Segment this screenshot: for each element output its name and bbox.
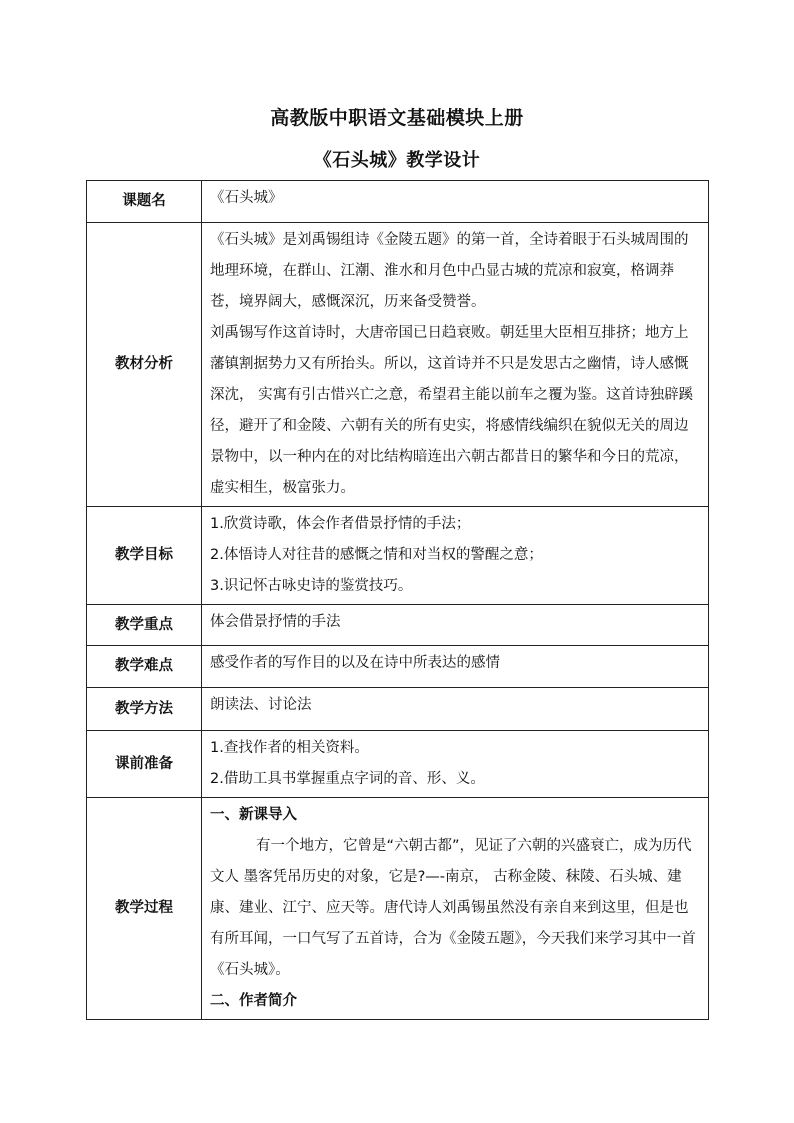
table-row-methods (87, 688, 709, 731)
focus-text: 体会借景抒情的手法 (210, 614, 341, 630)
row-content-difficulty (202, 646, 709, 688)
row-content-process (202, 798, 709, 1020)
table-row-focus (87, 605, 709, 646)
table-row-goals (87, 507, 709, 605)
row-label-topic: 课题名 (87, 181, 202, 223)
analysis-paragraph-1: 《石头城》是刘禹锡组诗《金陵五题》的第一首，全诗着眼于石头城周围的地理环境，在群山、江潮、淮水和月色中凸显古城的荒凉和寂寞，格调莽苍，境界阔大，感慨深沉，历来备受赞誉。 (210, 232, 689, 310)
topic-text: 《石头城》 (210, 190, 283, 206)
preparation-item-1: 1.查找作者的相关资料。 (210, 740, 369, 756)
row-content-topic (202, 181, 709, 223)
methods-text: 朗读法、讨论法 (210, 697, 312, 713)
row-label-goals: 教学目标 (87, 507, 202, 605)
row-label-difficulty: 教学难点 (87, 646, 202, 688)
row-content-goals (202, 507, 709, 605)
row-label-analysis: 教材分析 (87, 223, 202, 507)
row-label-methods: 教学方法 (87, 688, 202, 731)
goal-item-2: 2.体悟诗人对往昔的感慨之情和对当权的警醒之意； (210, 547, 543, 563)
row-content-preparation (202, 731, 709, 798)
preparation-item-2: 2.借助工具书掌握重点字词的音、形、义。 (210, 771, 485, 787)
goal-item-1: 1.欣赏诗歌，体会作者借景抒情的手法； (210, 516, 471, 532)
row-content-analysis (202, 223, 709, 507)
process-section-heading-1: 一、新课导入 (210, 807, 297, 823)
difficulty-text: 感受作者的写作目的以及在诗中所表达的感情 (210, 655, 500, 671)
document-subtitle: 《石头城》教学设计 (313, 150, 481, 171)
row-label-process: 教学过程 (87, 798, 202, 1020)
lesson-plan-table (86, 180, 709, 1020)
table-row-preparation (87, 731, 709, 798)
row-label-preparation: 课前准备 (87, 731, 202, 798)
row-label-focus: 教学重点 (87, 605, 202, 646)
goal-item-3: 3.识记怀古咏史诗的鉴赏技巧。 (210, 578, 413, 594)
document-title: 高教版中职语文基础模块上册 (270, 107, 524, 129)
table-row-analysis (87, 223, 709, 507)
table-row-process (87, 798, 709, 1020)
row-content-methods (202, 688, 709, 731)
analysis-paragraph-2: 刘禹锡写作这首诗时，大唐帝国已日趋衰败。朝廷里大臣相互排挤；地方上藩镇割据势力又有所抬头。所以，这首诗并不只是发思古之幽情，诗人感慨深沈， 实寓有引古惜兴亡之意，希望君主能以前车之覆为鉴。这首诗独辟蹊径，避开了和金陵、六朝有关的所有史实，将感情线编织在貌似无关的周边景物中，以一种内在的对比结构暗连出六朝古都昔日的繁华和今日的荒凉，虚实相生，极富张力。 (210, 325, 694, 496)
table-row-topic (87, 181, 709, 223)
row-content-focus (202, 605, 709, 646)
process-section-heading-2: 二、作者简介 (210, 993, 297, 1009)
process-section-text-1: 有一个地方，它曾是“六朝古都”，见证了六朝的兴盛衰亡，成为历代文人 墨客凭吊历史的对象，它是?—-南京， 古称金陵、秣陵、石头城、建康、建业、江宁、应天等。唐代诗人刘禹锡虽然没有亲自来到这里，但是也有所耳闻，一口气写了五首诗，合为《金陵五题》，今天我们来学习其中一首《石头城》。 (210, 838, 696, 978)
table-row-difficulty (87, 646, 709, 688)
